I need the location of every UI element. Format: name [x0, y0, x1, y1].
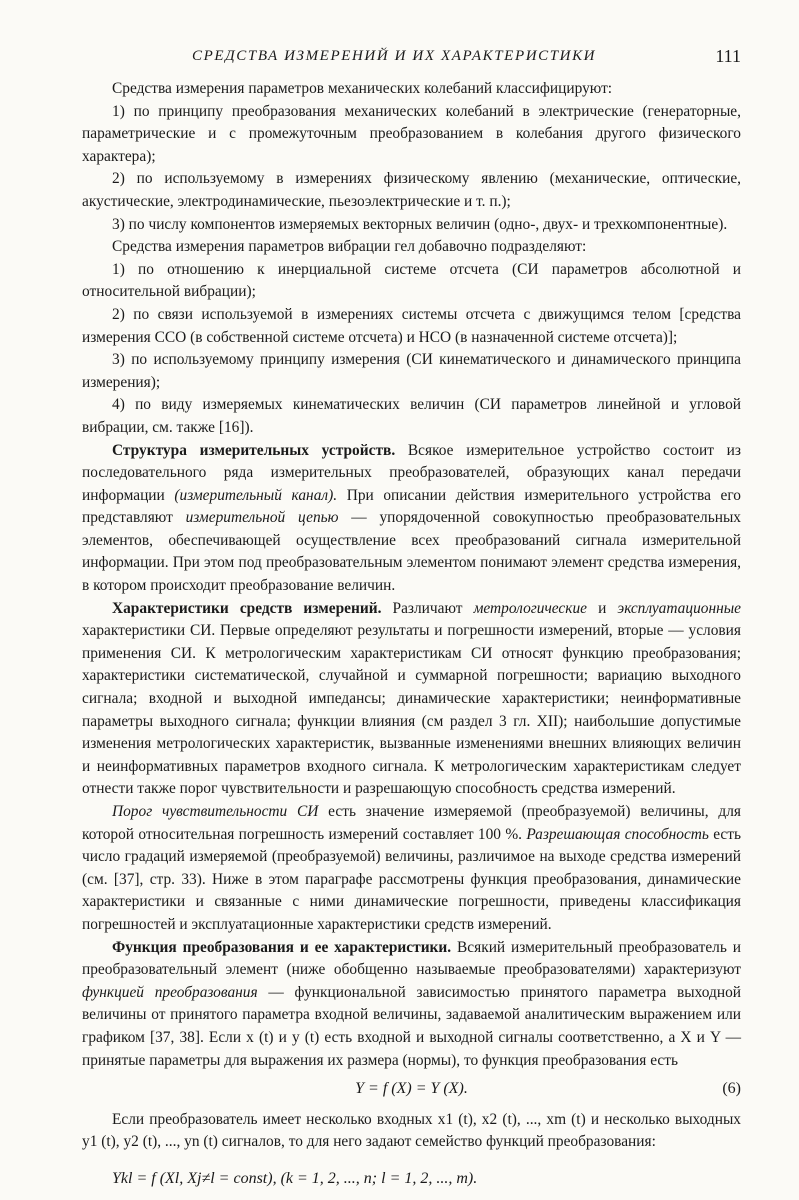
paragraph-structure: [82, 440, 741, 598]
text-run: — упорядоченной совокупностью преобразовательных элементов, обеспечивающей осуществление всех преобразований сигнала измерительной информации. При этом под преобразовательным элементом понимают элемент средства измерения, в котором происходит преобразование величин.: [82, 509, 741, 595]
term-italic: (измерительный канал).: [174, 486, 338, 504]
paragraph-item-2: 2) по используемому в измерениях физическому явлению (механические, оптические, акустические, электродинамические, пьезоэлектрические и т. п.);: [82, 170, 741, 210]
running-title: СРЕДСТВА ИЗМЕРЕНИЙ И ИХ ХАРАКТЕРИСТИКИ: [192, 48, 597, 64]
text-run: Всякое измерительное устройство состоит из последовательного ряда измерительных преобразователей, образующих канал передачи информации: [82, 441, 741, 504]
formula-6-expression: Y = f (X) = Y (X).: [355, 1080, 468, 1098]
formula-7: Ykl = f (Xl, Xj≠l = const), (k = 1, 2, ..., n; l = 1, 2, ..., m).: [112, 1169, 478, 1187]
text-run: и: [587, 599, 618, 617]
formula-6: [82, 1078, 741, 1101]
paragraph-vibration-item-1: 1) по отношению к инерциальной системе отсчета (СИ параметров абсолютной и относительной вибрации);: [82, 260, 741, 301]
paragraph-vibration-item-3: 3) по используемому принципу измерения (СИ кинематического и динамического принципа измерения);: [82, 351, 741, 391]
term-italic: эксплуатационные: [617, 599, 741, 617]
paragraph-threshold: [82, 801, 741, 937]
paragraph-transfer-function: [82, 937, 741, 1073]
text-run: Различают: [381, 599, 474, 617]
section-heading-transfer-function: Функция преобразования и ее характеристики.: [112, 938, 452, 956]
text-run: При описании действия измерительного устройства его представляют: [82, 486, 742, 527]
text-run: есть число градаций измеряемой (преобразуемой) величины, различимое на выходе средства измерений (см. [37], стр. 33). Ниже в этом параграфе рассмотрены функция преобразования, динамические характеристики и связанные с ними динамические погрешности, приведены классификация погрешностей и эксплуатационные характеристики средств измерений.: [82, 825, 742, 933]
term-italic: метрологические: [473, 599, 587, 617]
text-run: характеристики СИ. Первые определяют результаты и погрешности измерений, вторые — условия применения СИ. К метрологическим характеристикам СИ относят функцию преобразования; характеристики систематической, случайной и суммарной погрешности; вариацию выходного сигнала; входной и выходной импедансы; динамические характеристики; неинформативные параметры выходного сигнала; функции влияния (см раздел 3 гл. XII); наибольшие допустимые изменения метрологических характеристик, вызванные изменениями внешних влияющих величин и неинформативных параметров входного сигнала. К метрологическим характеристикам следует отнести также порог чувствительности и разрешающую способность средства измерений.: [82, 622, 741, 798]
text-run: — функциональной зависимостью принятого параметра выходной величины от принятого параметра входной величины, задаваемой аналитическим выражением или графиком [37, 38]. Если x (t) и y (t) есть входной и выходной сигналы соответственно, а X и Y — принятые параметры для выражения их размера (нормы), то функция преобразования есть: [82, 983, 741, 1069]
paragraph-classification-intro: Средства измерения параметров механических колебаний классифицируют:: [112, 80, 613, 97]
paragraph-item-1: 1) по принципу преобразования механических колебаний в электрические (генераторные, параметрические и с промежуточным преобразованием в колебания другого физического характера);: [82, 102, 741, 165]
paragraph-characteristics: [82, 598, 741, 801]
formula-6-number: (6): [722, 1080, 741, 1098]
paragraph-vibration-intro: Средства измерения параметров вибрации гел добавочно подразделяют:: [112, 238, 587, 256]
text-run: есть значение измеряемой (преобразуемой) величины, для которой относительная погрешность измерений составляет 100 %.: [82, 803, 741, 843]
text-run: Всякий измерительный преобразователь и преобразовательный элемент (ниже обобщенно называемые преобразователями) характеризуют: [82, 938, 741, 979]
term-italic: Порог чувствительности СИ: [112, 803, 319, 820]
section-heading-characteristics: Характеристики средств измерений.: [112, 599, 382, 617]
term-italic: Разрешающая способность: [526, 825, 709, 843]
term-italic: функцией преобразования: [82, 983, 258, 1001]
paragraph-vibration-item-2: 2) по связи используемой в измерениях системы отсчета с движущимся телом [средства измерения ССО (в собственной системе отсчета) и НСО (в назначенной системе отсчета)];: [82, 305, 741, 346]
page-header: [82, 44, 741, 78]
section-heading-structure: Структура измерительных устройств.: [112, 441, 396, 459]
paragraph-multiple-io: Если преобразователь имеет несколько входных x1 (t), x2 (t), ..., xm (t) и несколько выходных y1 (t), y2 (t), ..., yn (t) сигналов, то для него задают семейство функций преобразования:: [82, 1110, 741, 1151]
page-number: 111: [715, 46, 741, 66]
paragraph-vibration-item-4: 4) по виду измеряемых кинематических величин (СИ параметров линейной и угловой вибрации, см. также [16]).: [82, 396, 741, 436]
paragraph-item-3: 3) по числу компонентов измеряемых векторных величин (одно-, двух- и трехкомпонентные).: [112, 215, 728, 233]
term-italic: измерительной цепью: [185, 509, 339, 527]
page-body: [82, 78, 741, 1191]
